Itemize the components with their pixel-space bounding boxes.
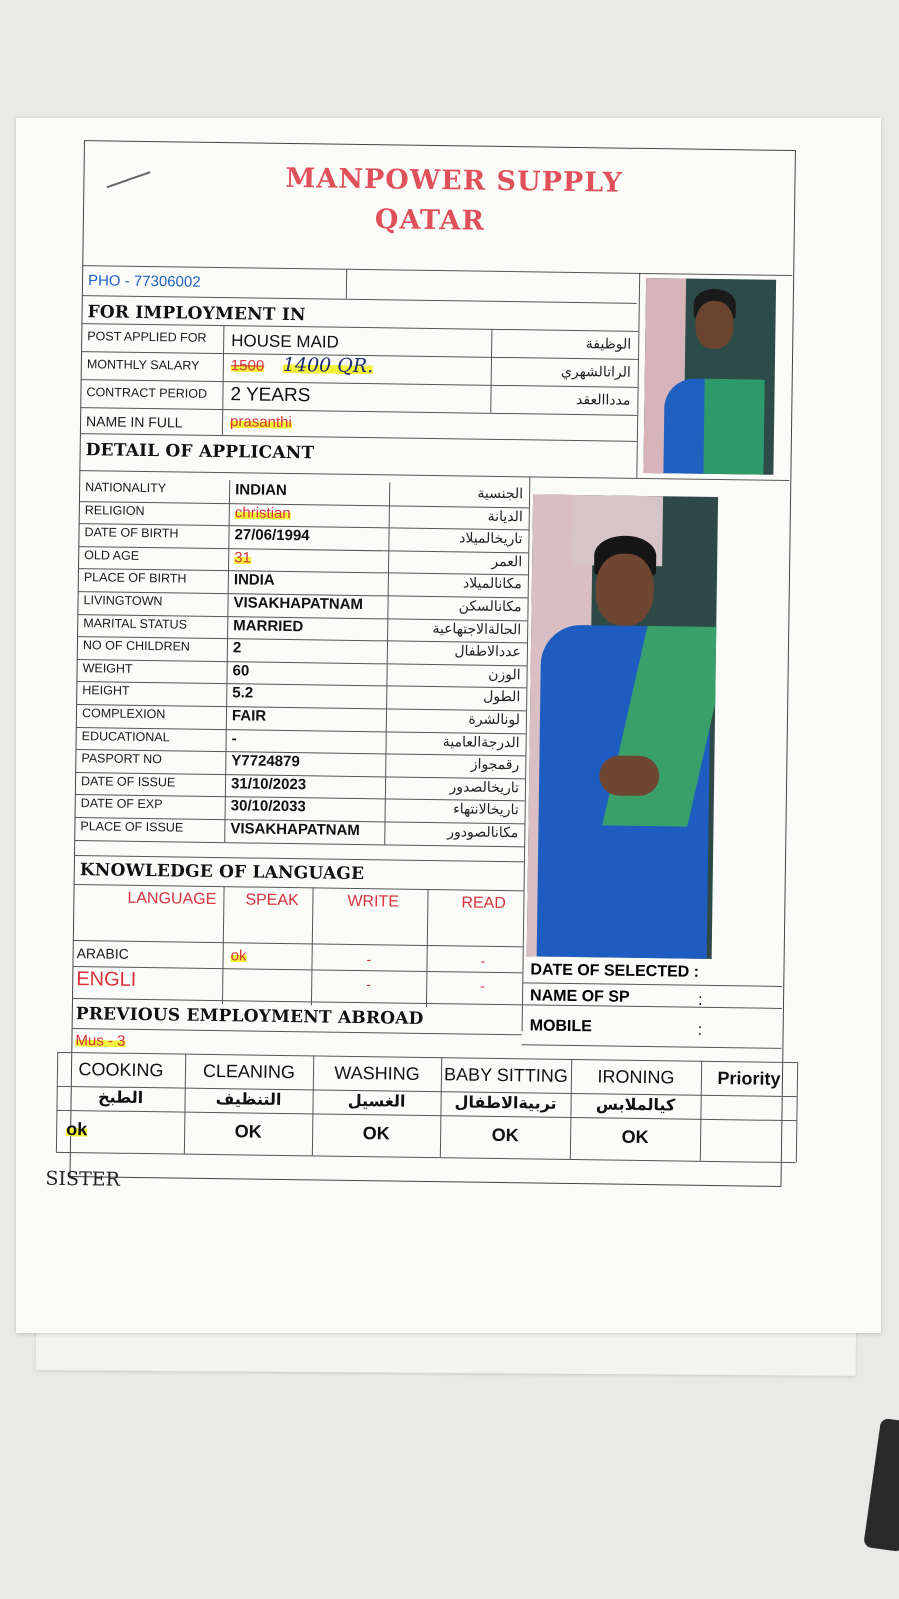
desk-object (863, 1418, 899, 1552)
applicant-value: FAIR (231, 707, 267, 725)
applicant-arabic: رقمجواز (470, 756, 520, 774)
applicant-label: HEIGHT (82, 683, 130, 699)
phone-number: PHO - 77306002 (87, 272, 201, 291)
date-selected-label: DATE OF SELECTED : (530, 961, 700, 981)
skill-value: OK (621, 1126, 649, 1148)
applicant-arabic: الجنسية (477, 485, 524, 503)
contract-period-arabic: مدداالعقد (575, 392, 631, 409)
skill-value: ok (66, 1118, 88, 1140)
language-arabic-read: - (480, 952, 486, 969)
applicant-value: 31 (234, 549, 251, 567)
applicant-label: LIVINGTOWN (83, 593, 163, 609)
language-english-read: - (480, 977, 486, 994)
applicant-label: MARITAL STATUS (83, 615, 188, 632)
applicant-value: - (231, 729, 237, 747)
applicant-label: NATIONALITY (85, 480, 167, 496)
previous-employment-heading: PREVIOUS EMPLOYMENT ABROAD (75, 1004, 424, 1029)
skill-header: COOKING (78, 1059, 164, 1081)
applicant-value: INDIAN (235, 481, 287, 499)
applicant-value: 2 (232, 639, 242, 657)
applicant-arabic: تاريخالانتهاء (453, 801, 519, 819)
language-header-read: READ (461, 894, 506, 913)
contract-period-label: CONTRACT PERIOD (86, 385, 208, 401)
skill-value: OK (362, 1123, 390, 1144)
skill-header: WASHING (334, 1062, 420, 1084)
applicant-label: OLD AGE (84, 547, 140, 563)
footer-note: SISTER (45, 1167, 121, 1191)
mobile-label: MOBILE (529, 1017, 593, 1036)
divider (796, 1062, 798, 1162)
applicant-photo-large (527, 494, 718, 959)
document-page (16, 118, 881, 1333)
previous-employment-note: Mus - 3 (75, 1032, 126, 1050)
language-arabic-speak: ok (230, 947, 247, 965)
applicant-arabic: مكانالسكن (458, 598, 522, 616)
skill-header: Priority (717, 1068, 781, 1089)
monthly-salary-label: MONTHLY SALARY (86, 357, 200, 373)
applicant-label: PLACE OF ISSUE (80, 819, 184, 835)
applicant-photo-small (643, 278, 776, 475)
language-header-language: LANGUAGE (127, 889, 217, 909)
applicant-value: 31/10/2023 (230, 775, 307, 794)
full-name-value: prasanthi (229, 413, 292, 432)
applicant-heading: DETAIL OF APPLICANT (85, 440, 315, 464)
form-title-line2: QATAR (374, 204, 486, 237)
applicant-arabic: الحالةالاجتهاعية (432, 620, 522, 638)
applicant-value: Y7724879 (231, 752, 300, 771)
language-arabic-write: - (366, 951, 372, 968)
applicant-label: DATE OF BIRTH (84, 525, 179, 541)
skill-header: IRONING (597, 1066, 675, 1088)
applicant-arabic: الوزن (488, 666, 521, 684)
skill-arabic: تربيةالاطفال (454, 1092, 557, 1113)
skill-arabic: الغسيل (347, 1090, 406, 1111)
skill-arabic: كيالملابس (595, 1094, 676, 1115)
applicant-value: 5.2 (232, 684, 254, 702)
monthly-salary-handwritten: 1400 QR. (282, 353, 374, 378)
employment-heading: FOR IMPLOYMENT IN (87, 302, 306, 326)
monthly-salary-arabic: الراتالشهري (560, 363, 631, 381)
applicant-label: COMPLEXION (81, 706, 166, 722)
applicant-arabic: تاريخالصدور (449, 779, 520, 797)
contract-period-value: 2 YEARS (230, 384, 311, 407)
mobile-colon: : (697, 1021, 703, 1039)
applicant-value: VISAKHAPATNAM (233, 594, 364, 614)
monthly-salary-value: 1500 (230, 357, 265, 375)
applicant-label: PLACE OF BIRTH (83, 570, 187, 586)
skill-header: BABY SITTING (443, 1064, 568, 1086)
name-of-sp-label: NAME OF SP (529, 987, 630, 1006)
applicant-arabic: مكانالميلاد (462, 575, 522, 593)
applicant-value: INDIA (233, 571, 275, 590)
skill-header: CLEANING (202, 1060, 296, 1083)
applicant-label: PASPORT NO (81, 751, 163, 767)
applicant-arabic: العمر (491, 553, 523, 571)
applicant-arabic: الدرجةالعامية (442, 733, 520, 751)
name-of-sp-colon: : (697, 991, 703, 1009)
applicant-value: 27/06/1994 (234, 526, 310, 545)
applicant-label: RELIGION (84, 502, 145, 518)
applicant-value: christian (234, 503, 291, 522)
skill-arabic: التنظيف (215, 1089, 282, 1109)
applicant-arabic: تاريخالميلاد (459, 530, 523, 548)
applicant-value: 30/10/2033 (230, 797, 306, 816)
full-name-label: NAME IN FULL (85, 413, 183, 431)
applicant-arabic: مكانالصودور (447, 824, 519, 842)
applicant-label: NO OF CHILDREN (82, 638, 190, 654)
applicant-value: 60 (232, 662, 250, 680)
language-header-write: WRITE (347, 892, 400, 911)
applicant-arabic: الطول (483, 689, 521, 706)
applicant-value: MARRIED (233, 616, 304, 635)
applicant-label: EDUCATIONAL (81, 728, 170, 744)
language-header-speak: SPEAK (245, 891, 299, 910)
language-arabic-label: ARABIC (76, 945, 129, 962)
post-applied-arabic: الوظيفة (585, 336, 632, 353)
application-form (45, 140, 796, 1210)
language-english-write: - (366, 976, 372, 993)
applicant-label: DATE OF EXP (80, 796, 163, 812)
skill-value: OK (234, 1121, 262, 1142)
skill-value: OK (491, 1124, 519, 1146)
applicant-arabic: لونالشرة (468, 711, 521, 729)
applicant-label: DATE OF ISSUE (80, 773, 176, 790)
language-heading: KNOWLEDGE OF LANGUAGE (79, 860, 365, 885)
skill-arabic: الطبخ (97, 1087, 144, 1108)
post-applied-label: POST APPLIED FOR (87, 329, 207, 345)
applicant-arabic: الديانة (487, 508, 523, 525)
applicant-label: WEIGHT (82, 660, 133, 676)
applicant-arabic: عددالاطفال (454, 643, 522, 661)
applicant-value: VISAKHAPATNAM (230, 820, 360, 840)
form-title-line1: MANPOWER SUPPLY (285, 162, 623, 199)
language-english-label: ENGLI (76, 968, 137, 991)
post-applied-value: HOUSE MAID (231, 331, 340, 352)
